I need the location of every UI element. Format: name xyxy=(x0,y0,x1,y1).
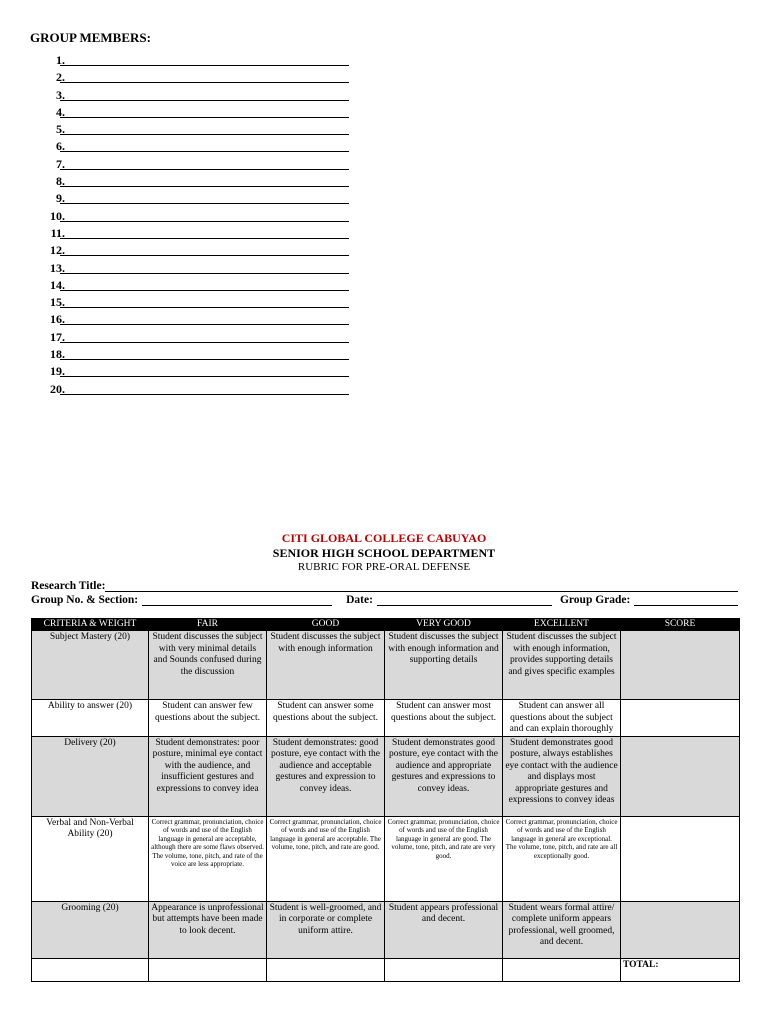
member-row xyxy=(30,381,360,398)
rubric-header-row xyxy=(32,619,740,631)
fair-cell: Student demonstrates: poor posture, minimal eye contact with the audience, and insufficient gestures and expressions to convey idea xyxy=(149,736,267,816)
fair-cell: Student can answer few questions about the subject. xyxy=(149,700,267,737)
member-name-field[interactable] xyxy=(60,65,349,66)
member-name-field[interactable] xyxy=(60,82,349,83)
rubric-table xyxy=(31,618,740,982)
date-label: Date: xyxy=(346,594,373,606)
fair-cell: Student discusses the subject with very minimal details and Sounds confused during the discussion xyxy=(149,631,267,700)
very-good-cell: Correct grammar, pronunciation, choice of words and use of the English language in general are good. The volume, tone, pitch, and rate are very good. xyxy=(385,816,503,901)
member-name-field[interactable] xyxy=(60,100,349,101)
member-row xyxy=(30,69,360,86)
member-number: 20. xyxy=(50,381,65,396)
column-header: CRITERIA & WEIGHT xyxy=(32,619,149,631)
criteria-cell: Verbal and Non-Verbal Ability (20) xyxy=(32,816,149,901)
member-row xyxy=(30,242,360,259)
fair-cell: Appearance is unprofessional but attempts have been made to look decent. xyxy=(149,901,267,958)
member-name-field[interactable] xyxy=(60,273,349,274)
criteria-cell: Delivery (20) xyxy=(32,736,149,816)
table-row xyxy=(32,736,740,816)
member-name-field[interactable] xyxy=(60,255,349,256)
score-cell[interactable] xyxy=(621,736,740,816)
excellent-cell: Student wears formal attire/ complete uniform appears professional, well groomed, and decent. xyxy=(503,901,621,958)
member-row xyxy=(30,52,360,69)
member-number: 18. xyxy=(50,347,65,362)
good-cell: Student can answer some questions about the subject. xyxy=(267,700,385,737)
member-number: 15. xyxy=(50,295,65,310)
good-cell: Student is well-groomed, and in corporate or complete uniform attire. xyxy=(267,901,385,958)
member-name-field[interactable] xyxy=(60,307,349,308)
column-header: VERY GOOD xyxy=(385,619,503,631)
table-row xyxy=(32,901,740,958)
member-number: 7. xyxy=(56,156,65,171)
table-row xyxy=(32,700,740,737)
member-name-field[interactable] xyxy=(60,221,349,222)
group-section-field[interactable] xyxy=(142,594,332,606)
very-good-cell: Student appears professional and decent. xyxy=(385,901,503,958)
member-row xyxy=(30,311,360,328)
column-header: SCORE xyxy=(621,619,740,631)
college-name: CITI GLOBAL COLLEGE CABUYAO xyxy=(281,531,487,545)
research-title-row xyxy=(31,578,738,592)
research-title-field[interactable] xyxy=(105,580,738,592)
member-name-field[interactable] xyxy=(60,169,349,170)
member-number: 10. xyxy=(50,208,65,223)
member-row xyxy=(30,260,360,277)
member-name-field[interactable] xyxy=(60,186,349,187)
table-row xyxy=(32,631,740,700)
member-name-field[interactable] xyxy=(60,394,349,395)
member-name-field[interactable] xyxy=(60,238,349,239)
column-header: GOOD xyxy=(267,619,385,631)
blank-cell xyxy=(32,958,149,981)
blank-cell xyxy=(385,958,503,981)
group-grade-label: Group Grade: xyxy=(559,594,631,606)
date-field[interactable] xyxy=(377,594,552,606)
form-fields xyxy=(31,578,738,606)
column-header: EXCELLENT xyxy=(503,619,621,631)
member-number: 19. xyxy=(50,364,65,379)
very-good-cell: Student demonstrates good posture, eye contact with the audience and appropriate gestures and expressions to convey ideas. xyxy=(385,736,503,816)
member-number: 1. xyxy=(56,53,65,67)
rubric-title: RUBRIC FOR PRE-ORAL DEFENSE xyxy=(297,561,471,573)
very-good-cell: Student can answer most questions about the subject. xyxy=(385,700,503,737)
excellent-cell: Correct grammar, pronunciation, choice of words and use of the English language in general are exceptional. The volume, tone, pitch, and rate are all exceptionally good. xyxy=(503,816,621,901)
member-name-field[interactable] xyxy=(60,290,349,291)
group-section-label: Group No. & Section: xyxy=(31,594,139,606)
member-number: 11. xyxy=(50,225,65,240)
department-name: SENIOR HIGH SCHOOL DEPARTMENT xyxy=(272,546,496,560)
member-number: 2. xyxy=(56,70,65,85)
member-row xyxy=(30,208,360,225)
member-number: 8. xyxy=(56,174,65,189)
blank-cell xyxy=(267,958,385,981)
member-row xyxy=(30,346,360,363)
criteria-cell: Grooming (20) xyxy=(32,901,149,958)
document-header xyxy=(0,531,768,574)
member-name-field[interactable] xyxy=(60,324,349,325)
score-cell[interactable] xyxy=(621,816,740,901)
member-number: 12. xyxy=(50,243,65,258)
member-row xyxy=(30,173,360,190)
good-cell: Student demonstrates: good posture, eye contact with the audience and acceptable gestures and expression to convey ideas. xyxy=(267,736,385,816)
good-cell: Correct grammar, pronunciation, choice of words and use of the English language in general are acceptable. The volume, tone, pitch, and rate are good. xyxy=(267,816,385,901)
member-row xyxy=(30,277,360,294)
member-name-field[interactable] xyxy=(60,359,349,360)
member-number: 9. xyxy=(56,191,65,206)
total-row xyxy=(32,958,740,981)
excellent-cell: Student demonstrates good posture, always establishes eye contact with the audience and displays most appropriate gestures and expressions to convey ideas xyxy=(503,736,621,816)
member-row xyxy=(30,190,360,207)
member-number: 13. xyxy=(50,260,65,275)
group-members-list xyxy=(30,52,360,398)
fair-cell: Correct grammar, pronunciation, choice of words and use of the English language in general are acceptable, although there are some flaws observed. The volume, tone, pitch, and rate of the voice are less appropriate. xyxy=(149,816,267,901)
member-number: 6. xyxy=(56,139,65,154)
member-number: 3. xyxy=(56,87,65,102)
good-cell: Student discusses the subject with enough information xyxy=(267,631,385,700)
group-info-row xyxy=(31,592,738,606)
table-row xyxy=(32,816,740,901)
blank-cell xyxy=(149,958,267,981)
blank-cell xyxy=(503,958,621,981)
excellent-cell: Student can answer all questions about the subject and can explain thoroughly xyxy=(503,700,621,737)
member-row xyxy=(30,104,360,121)
member-name-field[interactable] xyxy=(60,117,349,118)
member-row xyxy=(30,87,360,104)
score-cell[interactable] xyxy=(621,901,740,958)
excellent-cell: Student discusses the subject with enough information, provides supporting details and gives specific examples xyxy=(503,631,621,700)
score-cell[interactable] xyxy=(621,631,740,700)
member-number: 5. xyxy=(56,122,65,137)
column-header: FAIR xyxy=(149,619,267,631)
group-members-heading: GROUP MEMBERS: xyxy=(30,30,151,45)
research-title-label: Research Title: xyxy=(31,580,106,592)
criteria-cell: Subject Mastery (20) xyxy=(32,631,149,700)
criteria-cell: Ability to answer (20) xyxy=(32,700,149,737)
member-row xyxy=(30,121,360,138)
member-row xyxy=(30,294,360,311)
member-row xyxy=(30,138,360,155)
member-number: 16. xyxy=(50,312,65,327)
total-score-cell[interactable]: TOTAL: xyxy=(621,958,740,981)
score-cell[interactable] xyxy=(621,700,740,737)
member-name-field[interactable] xyxy=(60,134,349,135)
member-number: 14. xyxy=(50,277,65,292)
member-name-field[interactable] xyxy=(60,342,349,343)
member-row xyxy=(30,329,360,346)
member-name-field[interactable] xyxy=(60,203,349,204)
member-number: 4. xyxy=(56,104,65,119)
member-name-field[interactable] xyxy=(60,376,349,377)
member-row xyxy=(30,363,360,380)
member-row xyxy=(30,225,360,242)
member-number: 17. xyxy=(50,329,65,344)
member-row xyxy=(30,156,360,173)
member-name-field[interactable] xyxy=(60,151,349,152)
group-grade-field[interactable] xyxy=(634,594,738,606)
very-good-cell: Student discusses the subject with enough information and supporting details xyxy=(385,631,503,700)
